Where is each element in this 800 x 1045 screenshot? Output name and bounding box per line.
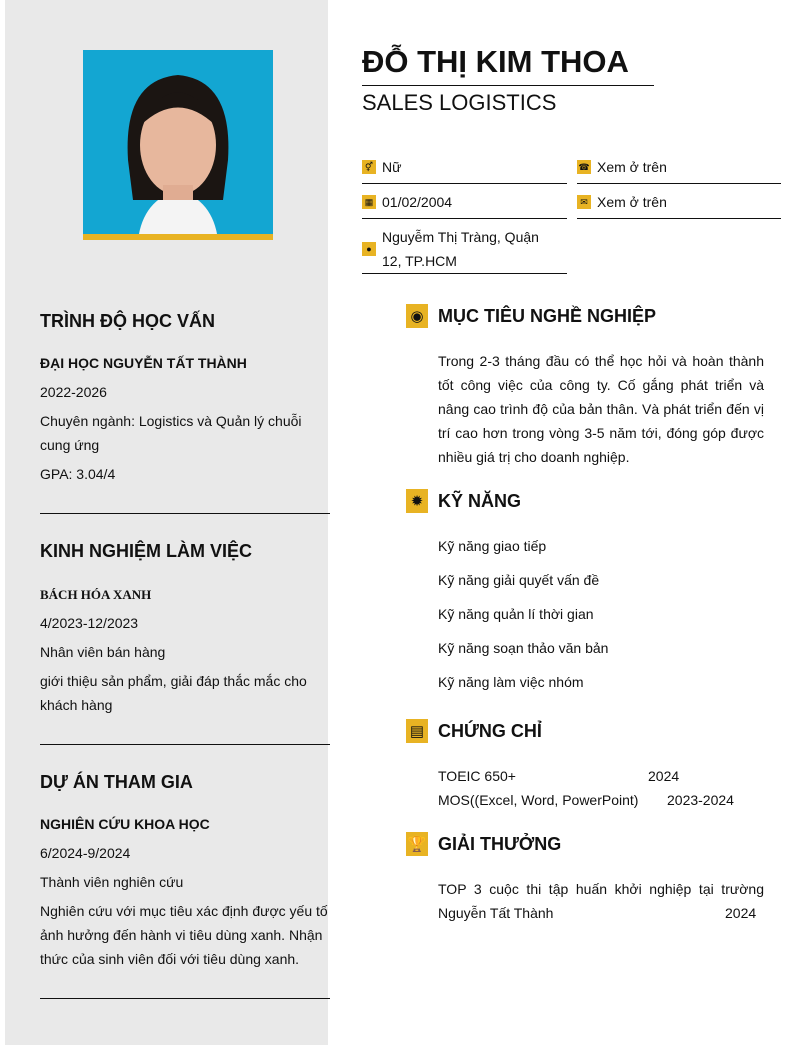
skills-heading: KỸ NĂNG <box>438 490 522 511</box>
contact-dob <box>362 190 567 219</box>
skill-item: Kỹ năng làm việc nhóm <box>438 674 584 690</box>
photo-accent-bar <box>83 234 273 240</box>
skill-item: Kỹ năng quản lí thời gian <box>438 606 594 622</box>
project-desc: Nghiên cứu với mục tiêu xác định được yếu tố ảnh hưởng đến hành vi tiêu dùng xanh. Nhận thức của sinh viên đối với tiêu dùng xanh. <box>40 903 328 967</box>
education-gpa: GPA: 3.04/4 <box>40 466 116 482</box>
contact-gender <box>362 155 567 184</box>
phone-icon: ☎ <box>578 162 590 172</box>
certificate-name: MOS((Excel, Word, PowerPoint) <box>438 792 639 808</box>
contact-address <box>362 225 567 274</box>
award-year: 2024 <box>725 905 757 921</box>
project-period: 6/2024-9/2024 <box>40 845 131 861</box>
certificate-item <box>438 764 764 788</box>
certificate-name: TOEIC 650+ <box>438 768 516 784</box>
job-title: SALES LOGISTICS <box>362 90 557 115</box>
contact-phone <box>577 155 781 184</box>
skill-item: Kỹ năng soạn thảo văn bản <box>438 640 609 656</box>
address-value: Nguyễm Thị Tràng, Quận 12, TP.HCM <box>382 229 539 269</box>
email-icon: ✉ <box>577 195 591 209</box>
profile-photo <box>83 50 273 240</box>
gender-value: Nữ <box>382 159 402 175</box>
email-value: Xem ở trên <box>597 194 667 210</box>
name-underline <box>362 85 654 86</box>
skills-list <box>438 529 764 699</box>
calendar-icon: ▦ <box>362 195 376 209</box>
education-heading: TRÌNH ĐỘ HỌC VẤN <box>40 311 215 331</box>
experience-heading: KINH NGHIỆM LÀM VIỆC <box>40 541 253 561</box>
document-icon: ▤ <box>406 719 428 743</box>
certificate-item <box>438 788 764 812</box>
phone-value: Xem ở trên <box>597 159 667 175</box>
award-text: TOP 3 cuộc thi tập huấn khởi nghiệp tại trường <box>438 881 764 897</box>
award-school: Nguyễn Tất Thành <box>438 905 554 921</box>
certificate-year: 2024 <box>648 768 680 784</box>
objective-heading: MỤC TIÊU NGHỀ NGHIỆP <box>438 305 657 326</box>
certificates-section-header <box>406 719 542 743</box>
skill-item: Kỹ năng giao tiếp <box>438 538 547 554</box>
education-major: Chuyên ngành: Logistics và Quản lý chuỗi cung ứng <box>40 413 302 453</box>
certificates-heading: CHỨNG CHỈ <box>438 720 542 741</box>
location-icon: ● <box>362 242 376 256</box>
experience-company: BÁCH HÓA XANH <box>40 587 152 602</box>
awards-section-header <box>406 832 561 856</box>
certificate-year: 2023-2024 <box>667 792 734 808</box>
objective-section-header <box>406 304 656 328</box>
awards-heading: GIẢI THƯỞNG <box>438 833 562 854</box>
education-period: 2022-2026 <box>40 384 107 400</box>
education-school: ĐẠI HỌC NGUYỄN TẤT THÀNH <box>40 355 247 371</box>
objective-text: Trong 2-3 tháng đầu có thể học hỏi và hoàn thành tốt công việc của công ty. Cố gắng phát triển và nâng cao trình độ của bản thân. Và phát triển đến vị trí cao hơn trong vòng 3-5 năm tới, đóng góp được nhiều giá trị cho doanh nghiệp. <box>438 353 764 465</box>
dob-value: 01/02/2004 <box>382 194 453 210</box>
portrait-image <box>83 50 273 240</box>
contact-email <box>577 190 781 219</box>
skills-section-header <box>406 489 521 513</box>
divider <box>40 513 330 514</box>
full-name: ĐỖ THỊ KIM THOA <box>362 44 629 79</box>
project-name: NGHIÊN CỨU KHOA HỌC <box>40 816 210 832</box>
project-role: Thành viên nghiên cứu <box>40 874 184 890</box>
divider <box>40 998 330 999</box>
experience-role: Nhân viên bán hàng <box>40 644 166 660</box>
divider <box>40 744 330 745</box>
experience-period: 4/2023-12/2023 <box>40 615 139 631</box>
experience-desc: giới thiệu sản phẩm, giải đáp thắc mắc cho khách hàng <box>40 673 307 713</box>
trophy-icon: 🏆 <box>406 832 428 856</box>
skill-item: Kỹ năng giải quyết vấn đề <box>438 572 600 588</box>
gender-icon: ⚥ <box>362 160 376 174</box>
award-text-2 <box>438 901 764 925</box>
target-icon: ◉ <box>406 304 428 328</box>
gear-icon: ✹ <box>406 489 428 513</box>
projects-heading: DỰ ÁN THAM GIA <box>40 772 193 792</box>
